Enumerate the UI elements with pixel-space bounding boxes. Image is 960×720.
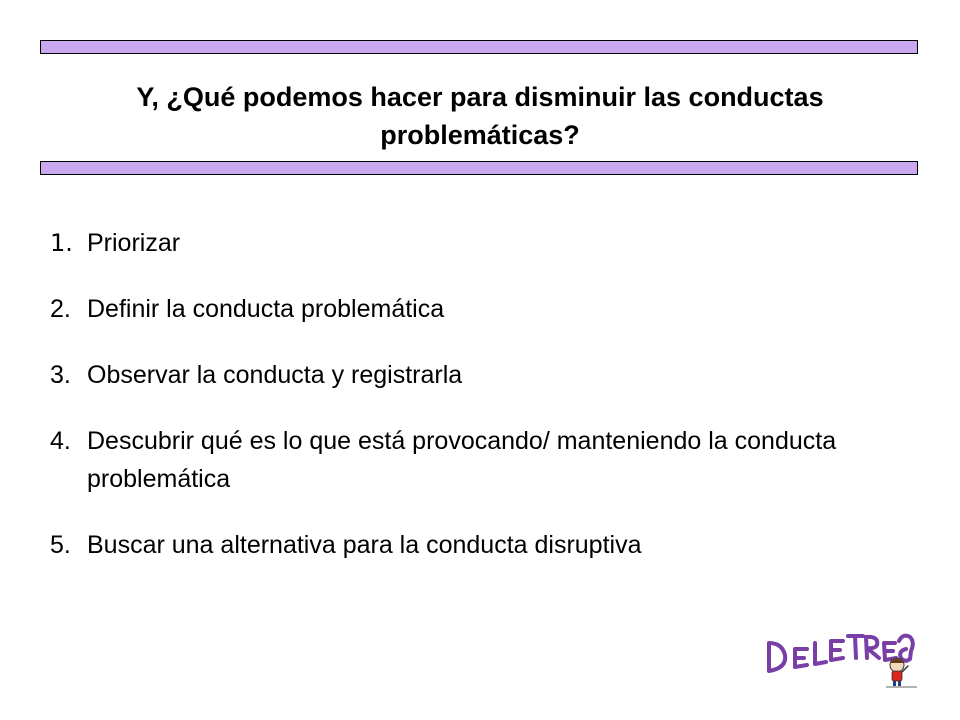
- list-item: [50, 224, 920, 262]
- list-item: [50, 356, 920, 394]
- steps-list: [50, 224, 920, 592]
- step-number: 1.: [50, 229, 73, 257]
- bottom-divider-band: [40, 161, 918, 175]
- deletrea-logo: [765, 615, 920, 690]
- list-item: [50, 422, 920, 498]
- step-number: 4.: [50, 427, 71, 455]
- top-divider-band: [40, 40, 918, 54]
- step-number: 5.: [50, 531, 71, 559]
- slide-title: Y, ¿Qué podemos hacer para disminuir las conductas problemáticas?: [136, 82, 824, 150]
- step-text: Buscar una alternativa para la conducta disruptiva: [87, 531, 642, 559]
- step-text: Priorizar: [87, 229, 181, 257]
- step-number: 3.: [50, 361, 71, 389]
- step-number: 2.: [50, 295, 71, 323]
- child-mascot-icon: [886, 658, 917, 687]
- list-item: [50, 290, 920, 328]
- step-text: Observar la conducta y registrarla: [87, 361, 463, 389]
- list-item: [50, 526, 920, 564]
- step-text: Descubrir qué es lo que está provocando/ manteniendo la conducta problemática: [87, 427, 837, 493]
- step-text: Definir la conducta problemática: [87, 295, 445, 323]
- deletrea-logo-graphic: [765, 615, 920, 690]
